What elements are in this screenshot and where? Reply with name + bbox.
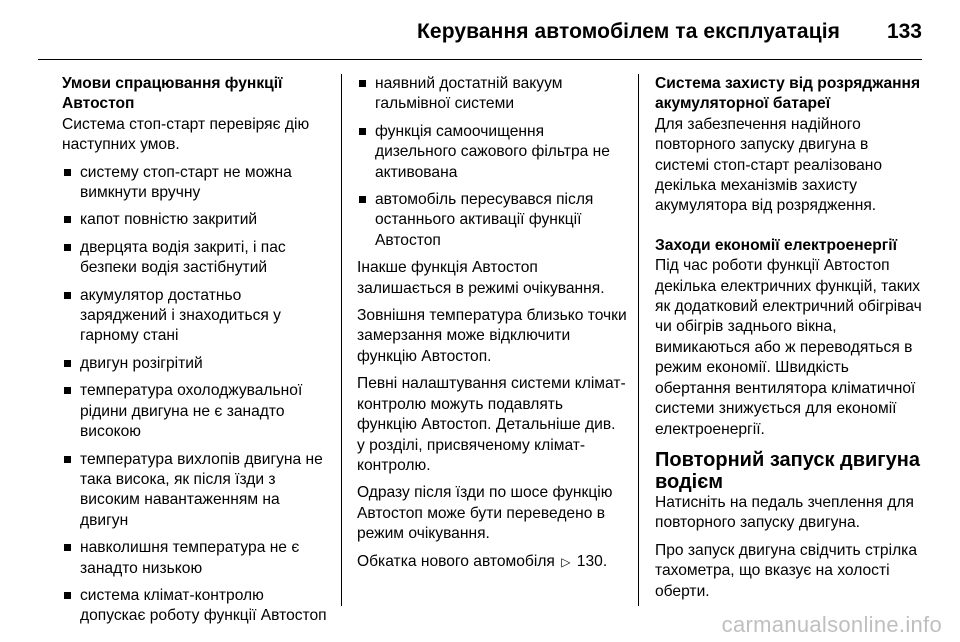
conditions-list (62, 163, 330, 627)
list-item: двигун розігрітий (62, 354, 330, 374)
list-item: температура охолоджувальної рідини двигуна не є занадто високою (62, 381, 330, 442)
paragraph: Про запуск двигуна свідчить стрілка тахометра, що вказує на холості оберти. (655, 541, 918, 600)
section-heading-power-saving: Заходи економії електроенергії (655, 236, 898, 254)
paragraph: Певні налаштування системи клімат-контролю можуть подавлять функцію Автостоп. Детальніше див. у розділі, присвяченому клімат-контролю. (357, 375, 626, 474)
bullet-icon (359, 196, 366, 203)
reference-arrow-icon[interactable]: ▷ (561, 554, 571, 569)
list-item: капот повністю закритий (62, 210, 330, 230)
list-item: функція самоочищення дизельного сажового фільтра не активована (357, 122, 627, 183)
section-heading-driver-restart: Повторний запуск двигуна водієм (655, 448, 920, 493)
column-divider-2 (638, 74, 639, 606)
bullet-icon (64, 292, 71, 299)
bullet-icon (64, 360, 71, 367)
watermark-text: carmanualsonline.info (721, 612, 942, 637)
list-item: акумулятор достатньо заряджений і знаходиться у гарному стані (62, 286, 330, 347)
bullet-icon (64, 244, 71, 251)
paragraph-cross-reference: Обкатка нового автомобіля ▷ 130. (357, 552, 627, 572)
bullet-icon (64, 544, 71, 551)
paragraph: Система стоп-старт перевіряє дію наступних умов. (62, 115, 310, 154)
bullet-icon (64, 592, 71, 599)
list-item: система клімат-контролю допускає роботу функції Автостоп (62, 586, 330, 627)
paragraph: Натисніть на педаль зчеплення для повторного запуску двигуна. (655, 493, 914, 532)
paragraph: Для забезпечення надійного повторного запуску двигуна в системі стоп-старт реалізовано декілька механізмів захисту акумулятора від розрядження. (655, 115, 883, 215)
column-3 (655, 74, 925, 609)
header-divider (38, 59, 922, 60)
column-divider-1 (341, 74, 342, 606)
paragraph: Під час роботи функції Автостоп декілька електричних функцій, таких як додатковий електричний обігрівач чи обігрів заднього вікна, вимикаються або ж переводяться в режим економії. Швидкість обертання вентилятора кліматичної системи знижується для економії електроенергії. (655, 257, 922, 438)
page-number: 133 (886, 20, 922, 43)
bullet-icon (359, 128, 366, 135)
column-2 (357, 74, 627, 579)
page-header-title: Керування автомобілем та експлуатація (417, 20, 840, 43)
paragraph: Зовнішня температура близько точки замерзання може відключити функцію Автостоп. (357, 307, 627, 365)
bullet-icon (64, 387, 71, 394)
conditions-list-continued (357, 74, 627, 251)
column-1 (62, 74, 330, 634)
list-item: дверцята водія закриті, і пас безпеки водія застібнутий (62, 238, 330, 279)
list-item: автомобіль пересувався після останнього активації функції Автостоп (357, 190, 627, 251)
list-item: температура вихлопів двигуна не така висока, як після їзди з високим навантаженням на двигун (62, 450, 330, 532)
list-item: систему стоп-старт не можна вимкнути вручну (62, 163, 330, 204)
list-item: наявний достатній вакуум гальмівної системи (357, 74, 627, 115)
section-heading-battery-protection: Система захисту від розряджання акумуляторної батареї (655, 75, 921, 113)
list-item: навколишня температура не є занадто низькою (62, 538, 330, 579)
bullet-icon (64, 216, 71, 223)
paragraph: Інакше функція Автостоп залишається в режимі очікування. (357, 259, 605, 297)
section-heading-autostop-conditions: Умови спрацювання функції Автостоп (62, 75, 283, 113)
bullet-icon (359, 80, 366, 87)
page-reference-link[interactable]: 130. (576, 552, 608, 570)
paragraph: Одразу після їзди по шосе функцію Автостоп може бути переведено в режим очікування. (357, 484, 613, 543)
bullet-icon (64, 456, 71, 463)
bullet-icon (64, 169, 71, 176)
